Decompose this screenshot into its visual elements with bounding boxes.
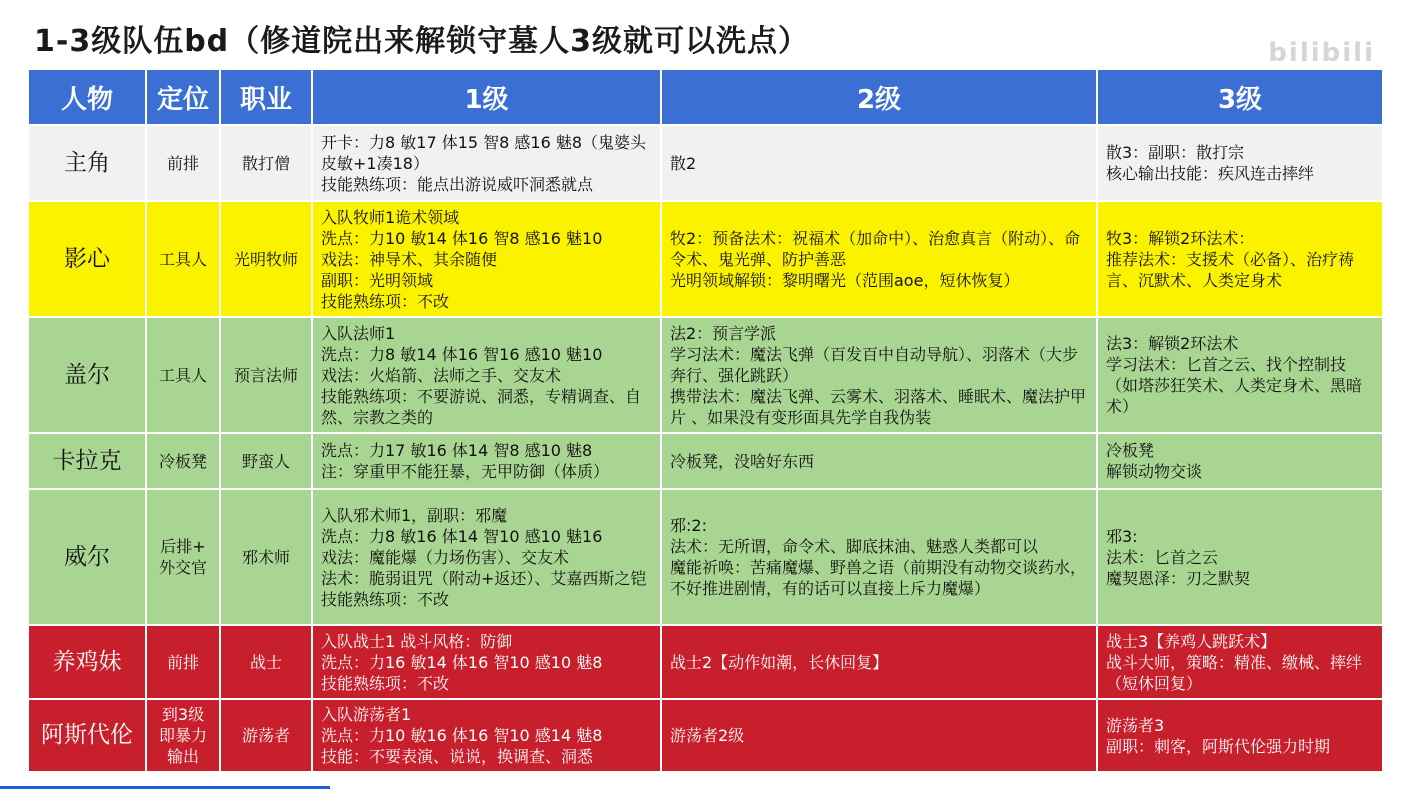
character-class: 光明牧师: [220, 201, 312, 317]
page-title: 1-3级队伍bd（修道院出来解锁守墓人3级就可以洗点）: [34, 24, 810, 59]
character-role: 后排+ 外交官: [146, 489, 220, 625]
level-2-build: 战士2【动作如潮，长休回复】: [661, 625, 1097, 699]
level-3-build: 牧3：解锁2环法术： 推荐法术：支援术（必备）、治疗祷言、沉默术、人类定身术: [1097, 201, 1383, 317]
level-3-build: 游荡者3 副职：刺客，阿斯代伦强力时期: [1097, 699, 1383, 772]
level-3-build: 冷板凳 解锁动物交谈: [1097, 433, 1383, 489]
character-role: 工具人: [146, 201, 220, 317]
character-name: 主角: [28, 125, 146, 201]
header-class: 职业: [220, 69, 312, 125]
character-class: 预言法师: [220, 317, 312, 433]
level-1-build: 入队邪术师1，副职：邪魔 洗点：力8 敏16 体14 智10 感10 魅16 戏法：魔能爆（力场伤害）、交友术 法术：脆弱诅咒（附动+返还）、艾嘉西斯之铠 技能熟练项：不改: [312, 489, 661, 625]
team-build-table: [27, 68, 1384, 773]
level-2-build: 法2：预言学派 学习法术：魔法飞弹（百发百中自动导航）、羽落术（大步奔行、强化跳跃） 携带法术：魔法飞弹、云雾术、羽落术、睡眠术、魔法护甲片 、如果没有变形面具先学自我伪装: [661, 317, 1097, 433]
level-2-build: 散2: [661, 125, 1097, 201]
character-name: 威尔: [28, 489, 146, 625]
level-1-build: 入队游荡者1 洗点：力10 敏16 体16 智10 感14 魅8 技能：不要表演、说说，换调查、洞悉: [312, 699, 661, 772]
character-role: 工具人: [146, 317, 220, 433]
level-2-build: 冷板凳，没啥好东西: [661, 433, 1097, 489]
character-role: 冷板凳: [146, 433, 220, 489]
header-level-1: 1级: [312, 69, 661, 125]
character-name: 阿斯代伦: [28, 699, 146, 772]
header-level-2: 2级: [661, 69, 1097, 125]
table-row: [28, 317, 1383, 433]
level-2-build: 游荡者2级: [661, 699, 1097, 772]
bilibili-watermark: bilibili: [1268, 38, 1375, 68]
header-role: 定位: [146, 69, 220, 125]
table-row: [28, 201, 1383, 317]
character-class: 游荡者: [220, 699, 312, 772]
character-role: 前排: [146, 125, 220, 201]
level-3-build: 法3：解锁2环法术 学习法术：匕首之云、找个控制技（如塔莎狂笑术、人类定身术、黑暗术）: [1097, 317, 1383, 433]
character-name: 养鸡妹: [28, 625, 146, 699]
table-row: [28, 433, 1383, 489]
table-row: [28, 625, 1383, 699]
character-name: 盖尔: [28, 317, 146, 433]
character-class: 野蛮人: [220, 433, 312, 489]
header-level-3: 3级: [1097, 69, 1383, 125]
character-role: 前排: [146, 625, 220, 699]
level-3-build: 战士3【养鸡人跳跃术】 战斗大师，策略：精准、缴械、摔绊（短休回复）: [1097, 625, 1383, 699]
character-class: 战士: [220, 625, 312, 699]
table-row: [28, 489, 1383, 625]
level-1-build: 入队战士1 战斗风格：防御 洗点：力16 敏14 体16 智10 感10 魅8 技能熟练项：不改: [312, 625, 661, 699]
table-header-row: [28, 69, 1383, 125]
level-2-build: 牧2：预备法术：祝福术（加命中）、治愈真言（附动）、命令术、鬼光弹、防护善恶 光明领域解锁：黎明曙光（范围aoe，短休恢复）: [661, 201, 1097, 317]
level-1-build: 洗点：力17 敏16 体14 智8 感10 魅8 注：穿重甲不能狂暴，无甲防御（体质）: [312, 433, 661, 489]
character-name: 卡拉克: [28, 433, 146, 489]
level-3-build: 散3：副职：散打宗 核心输出技能：疾风连击摔绊: [1097, 125, 1383, 201]
character-class: 邪术师: [220, 489, 312, 625]
level-1-build: 入队牧师1诡术领域 洗点：力10 敏14 体16 智8 感16 魅10 戏法：神导术、其余随便 副职：光明领域 技能熟练项：不改: [312, 201, 661, 317]
table-row: [28, 125, 1383, 201]
level-1-build: 开卡：力8 敏17 体15 智8 感16 魅8（鬼婆头皮敏+1凑18） 技能熟练项：能点出游说威吓洞悉就点: [312, 125, 661, 201]
character-class: 散打僧: [220, 125, 312, 201]
progress-strip: [0, 786, 330, 789]
level-3-build: 邪3: 法术：匕首之云 魔契恩泽：刃之默契: [1097, 489, 1383, 625]
level-2-build: 邪:2: 法术：无所谓，命令术、脚底抹油、魅惑人类都可以 魔能祈唤：苦痛魔爆、野兽之语（前期没有动物交谈药水，不好推进剧情，有的话可以直接上斥力魔爆）: [661, 489, 1097, 625]
character-role: 到3级 即暴力 输出: [146, 699, 220, 772]
character-name: 影心: [28, 201, 146, 317]
level-1-build: 入队法师1 洗点：力8 敏14 体16 智16 感10 魅10 戏法：火焰箭、法师之手、交友术 技能熟练项：不要游说、洞悉，专精调查、自然、宗教之类的: [312, 317, 661, 433]
header-character: 人物: [28, 69, 146, 125]
table-row: [28, 699, 1383, 772]
